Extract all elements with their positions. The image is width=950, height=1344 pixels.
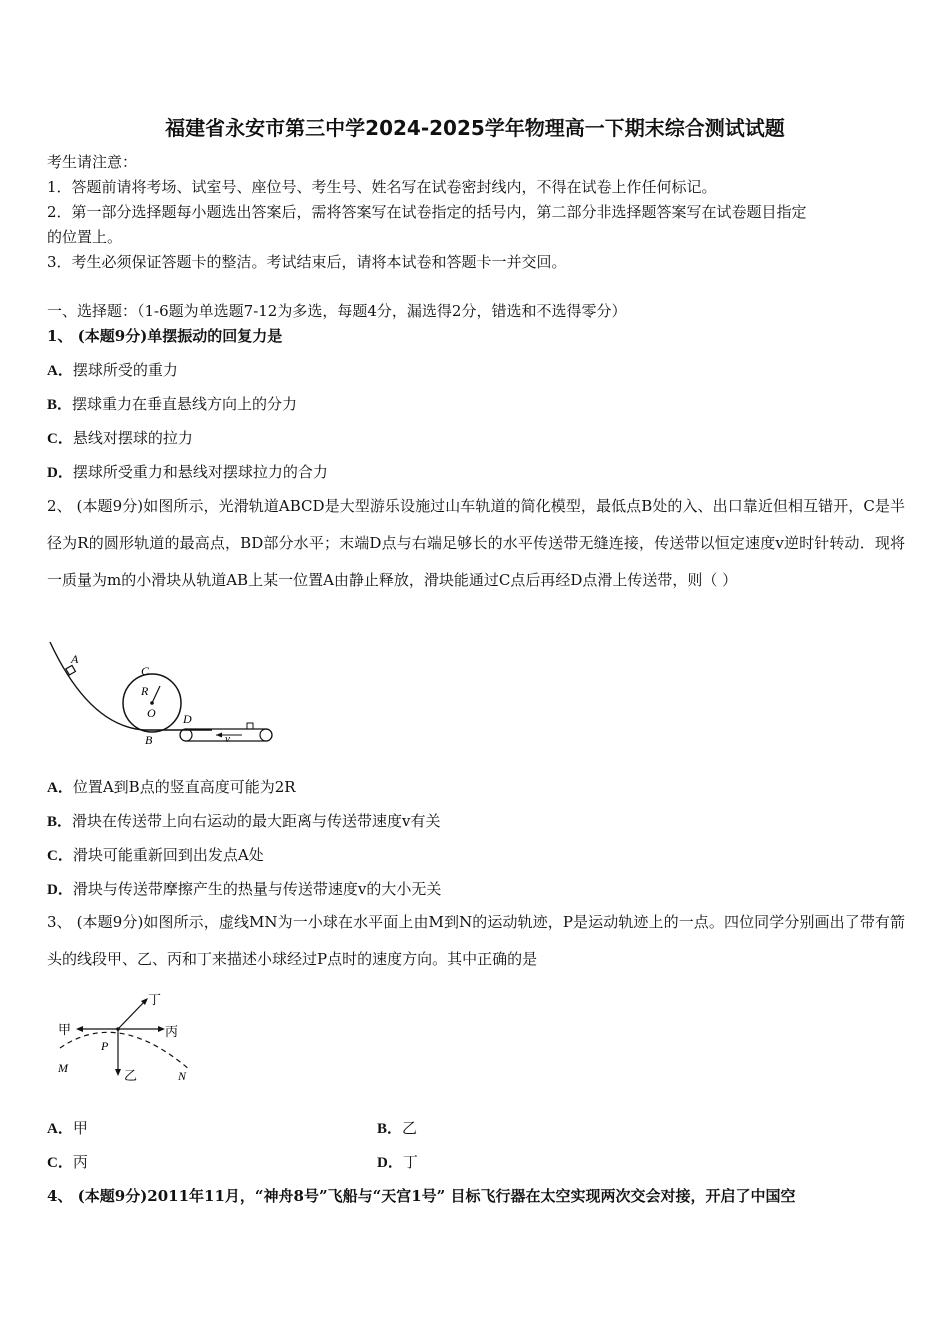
q1-option-c[interactable] — [47, 428, 193, 449]
q2-option-c[interactable] — [47, 845, 264, 866]
notice-item: 1．答题前请将考场、试室号、座位号、考生号、姓名写在试卷密封线内，不得在试卷上作任何标记。 — [47, 178, 717, 196]
label-b: B — [145, 733, 153, 747]
slider-block — [247, 723, 253, 729]
q3-option-c[interactable] — [47, 1152, 88, 1173]
option-text: 摆球重力在垂直悬线方向上的分力 — [72, 395, 298, 413]
label-m: M — [58, 1061, 68, 1075]
option-letter: A． — [47, 363, 73, 379]
q2-option-d[interactable] — [47, 879, 441, 900]
label-jia: 甲 — [58, 1022, 72, 1037]
page-title: 福建省永安市第三中学2024-2025学年物理高一下期末综合测试试题 — [165, 116, 785, 140]
belt-roller-left — [180, 729, 192, 741]
option-text: 滑块与传送带摩擦产生的热量与传送带速度v的大小无关 — [72, 880, 442, 898]
q2-option-a[interactable] — [47, 777, 296, 798]
label-r: R — [141, 684, 149, 698]
label-ding: 丁 — [148, 992, 162, 1007]
q1-option-d[interactable] — [47, 462, 328, 483]
notice-item: 2．第一部分选择题每小题选出答案后，需将答案写在试卷指定的括号内，第二部分非选择题答案写在试卷题目指定 — [47, 203, 807, 221]
question-1-stem: 1、 (本题9分)单摆振动的回复力是 — [47, 327, 283, 345]
notice-heading: 考生请注意： — [47, 153, 138, 171]
point-p — [116, 1027, 120, 1031]
label-v: v — [225, 733, 230, 745]
center-dot — [150, 701, 154, 705]
option-letter: C． — [47, 848, 73, 864]
option-text: 丙 — [72, 1153, 88, 1171]
option-text: 乙 — [402, 1119, 418, 1137]
option-letter: D． — [47, 465, 73, 481]
option-letter: B． — [47, 814, 73, 830]
arrow-head — [76, 1026, 83, 1032]
option-letter: A． — [47, 1121, 73, 1137]
option-text: 甲 — [72, 1119, 88, 1137]
belt-roller-right — [260, 729, 272, 741]
option-letter: C． — [47, 431, 73, 447]
radius-line — [152, 686, 160, 703]
option-text: 滑块可能重新回到出发点A处 — [72, 846, 264, 864]
q1-option-b[interactable] — [47, 394, 297, 415]
question-3-stem: 3、 (本题9分)如图所示，虚线MN为一小球在水平面上由M到N的运动轨迹，P是运动轨迹上的一点。四位同学分别画出了带有箭头的线段甲、乙、丙和丁来描述小球经过P点时的速度方向。其中正确的是 — [47, 913, 905, 968]
label-c: C — [141, 664, 150, 678]
option-letter: A． — [47, 780, 73, 796]
question-2-stem: 2、 (本题9分)如图所示，光滑轨道ABCD是大型游乐设施过山车轨道的简化模型，最低点B处的入、出口靠近但相互错开，C是半径为R的圆形轨道的最高点，BD部分水平；末端D点与右端足够长的水平传送带无缝连接，传送带以恒定速度v逆时针转动．现将一质量为m的小滑块从轨道AB上某一位置A由静止释放，滑块能通过C点后再经D点滑上传送带，则（ ） — [47, 497, 905, 589]
label-o: O — [147, 706, 156, 720]
option-letter: C． — [47, 1155, 73, 1171]
option-text: 滑块在传送带上向右运动的最大距离与传送带速度v有关 — [72, 812, 441, 830]
q3-option-b[interactable] — [377, 1118, 417, 1139]
arrow-head — [115, 1069, 121, 1076]
notice-item: 的位置上。 — [47, 228, 123, 246]
option-letter: B． — [377, 1121, 403, 1137]
notice-item: 3．考生必须保证答题卡的整洁。考试结束后，请将本试卷和答题卡一并交回。 — [47, 253, 567, 271]
option-text: 摆球所受重力和悬线对摆球拉力的合力 — [72, 463, 328, 481]
label-d: D — [183, 712, 192, 726]
label-p: P — [101, 1039, 109, 1053]
section-heading: 一、选择题：（1-6题为单选题7-12为多选，每题4分，漏选得2分，错选和不选得零分） — [47, 302, 627, 320]
option-letter: D． — [377, 1155, 403, 1171]
arrow-head — [216, 733, 222, 738]
q2-option-b[interactable] — [47, 811, 441, 832]
arrow-ding — [118, 1000, 146, 1029]
option-letter: B． — [47, 397, 73, 413]
option-text: 位置A到B点的竖直高度可能为2R — [72, 778, 296, 796]
option-text: 悬线对摆球的拉力 — [72, 429, 193, 447]
question-4-stem: 4、 (本题9分)2011年11月，“神舟8号”飞船与“天宫1号” 目标飞行器在太空实现两次交会对接，开启了中国空 — [47, 1187, 796, 1205]
option-letter: D． — [47, 882, 73, 898]
q3-option-d[interactable] — [377, 1152, 418, 1173]
q3-option-a[interactable] — [47, 1118, 88, 1139]
trajectory-figure — [50, 990, 210, 1090]
label-a: A — [71, 652, 79, 666]
arrow-head — [158, 1026, 165, 1032]
option-text: 摆球所受的重力 — [72, 361, 178, 379]
label-bing: 丙 — [165, 1024, 179, 1039]
label-yi: 乙 — [124, 1068, 138, 1083]
roller-coaster-figure — [44, 636, 284, 748]
label-n: N — [178, 1069, 187, 1083]
q1-option-a[interactable] — [47, 360, 178, 381]
option-text: 丁 — [402, 1153, 418, 1171]
